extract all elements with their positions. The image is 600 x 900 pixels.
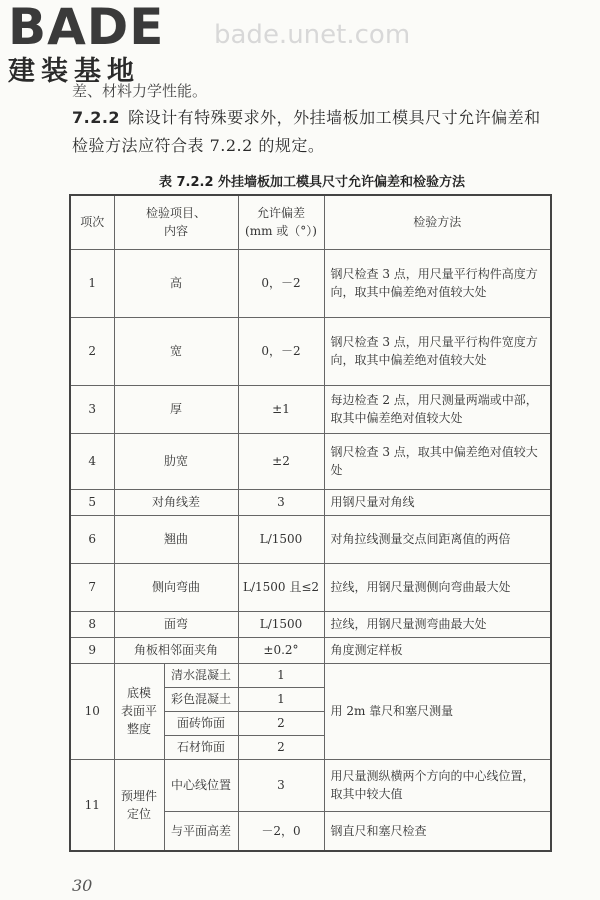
cell-no: 3 bbox=[70, 385, 114, 433]
cell-item: 对角线差 bbox=[114, 489, 238, 515]
header-no: 项次 bbox=[70, 195, 114, 249]
cell-method: 角度测定样板 bbox=[324, 637, 551, 663]
header-tolerance: 允许偏差 (mm 或（°）) bbox=[238, 195, 324, 249]
cell-item: 宽 bbox=[114, 317, 238, 385]
cell-tolerance: ±1 bbox=[238, 385, 324, 433]
cell-method: 对角拉线测量交点间距离值的两倍 bbox=[324, 515, 551, 563]
cell-method: 用尺量测纵横两个方向的中心线位置，取其中较大值 bbox=[324, 759, 551, 811]
logo-subtitle: 建装基地 bbox=[8, 56, 140, 87]
clause-paragraph bbox=[72, 104, 552, 160]
clause-text: 除设计有特殊要求外，外挂墙板加工模具尺寸允许偏差和检验方法应符合表 7.2.2 的规定。 bbox=[72, 108, 541, 155]
cell-tolerance: L/1500 且≤2 bbox=[238, 563, 324, 611]
cell-subitem: 清水混凝土 bbox=[164, 663, 238, 687]
table-row bbox=[70, 433, 551, 489]
header-method: 检验方法 bbox=[324, 195, 551, 249]
table-row bbox=[70, 563, 551, 611]
brand-logo bbox=[8, 2, 178, 88]
clause-number: 7.2.2 bbox=[72, 108, 121, 127]
cell-tolerance: 1 bbox=[238, 663, 324, 687]
table-row bbox=[70, 317, 551, 385]
cell-tolerance: ±0.2° bbox=[238, 637, 324, 663]
cell-no: 1 bbox=[70, 249, 114, 317]
cell-item: 高 bbox=[114, 249, 238, 317]
cell-tolerance: 3 bbox=[238, 759, 324, 811]
cell-tolerance: L/1500 bbox=[238, 515, 324, 563]
cell-tolerance: －2，0 bbox=[238, 811, 324, 851]
table-title: 表 7.2.2 外挂墙板加工模具尺寸允许偏差和检验方法 bbox=[158, 175, 466, 190]
cell-group: 预埋件 定位 bbox=[114, 759, 164, 851]
cell-method: 每边检查 2 点，用尺测量两端或中部，取其中偏差绝对值较大处 bbox=[324, 385, 551, 433]
cell-method: 钢直尺和塞尺检查 bbox=[324, 811, 551, 851]
table-row bbox=[70, 663, 551, 687]
cell-subitem: 石材饰面 bbox=[164, 735, 238, 759]
cell-method: 钢尺检查 3 点，用尺量平行构件宽度方向，取其中偏差绝对值较大处 bbox=[324, 317, 551, 385]
cell-tolerance: 1 bbox=[238, 687, 324, 711]
page-number: 30 bbox=[72, 876, 93, 895]
cell-no: 5 bbox=[70, 489, 114, 515]
cell-tolerance: 0，－2 bbox=[238, 249, 324, 317]
table-header-row bbox=[70, 195, 551, 249]
cell-subitem: 面砖饰面 bbox=[164, 711, 238, 735]
cell-no: 2 bbox=[70, 317, 114, 385]
table-row bbox=[70, 489, 551, 515]
header-item: 检验项目、 内容 bbox=[114, 195, 238, 249]
cell-subitem: 中心线位置 bbox=[164, 759, 238, 811]
cell-method: 拉线，用钢尺量测侧向弯曲最大处 bbox=[324, 563, 551, 611]
table-row bbox=[70, 249, 551, 317]
cell-method: 钢尺检查 3 点，用尺量平行构件高度方向，取其中偏差绝对值较大处 bbox=[324, 249, 551, 317]
cell-no: 9 bbox=[70, 637, 114, 663]
cell-no: 6 bbox=[70, 515, 114, 563]
cell-no: 8 bbox=[70, 611, 114, 637]
cell-tolerance: 2 bbox=[238, 711, 324, 735]
watermark: bade.unet.com bbox=[214, 20, 411, 50]
cell-tolerance: 0，－2 bbox=[238, 317, 324, 385]
cell-no: 7 bbox=[70, 563, 114, 611]
table-row bbox=[70, 385, 551, 433]
previous-clause-tail: 差、材料力学性能。 bbox=[72, 82, 208, 100]
cell-no: 4 bbox=[70, 433, 114, 489]
cell-item: 角板相邻面夹角 bbox=[114, 637, 238, 663]
cell-item: 面弯 bbox=[114, 611, 238, 637]
table-row bbox=[70, 759, 551, 811]
cell-method: 拉线，用钢尺量测弯曲最大处 bbox=[324, 611, 551, 637]
cell-tolerance: ±2 bbox=[238, 433, 324, 489]
table-row bbox=[70, 515, 551, 563]
logo-text: BADE bbox=[8, 0, 165, 56]
cell-method: 用 2m 靠尺和塞尺测量 bbox=[324, 663, 551, 759]
table-row bbox=[70, 611, 551, 637]
cell-tolerance: 2 bbox=[238, 735, 324, 759]
cell-subitem: 与平面高差 bbox=[164, 811, 238, 851]
table-row bbox=[70, 637, 551, 663]
cell-group: 底模 表面平 整度 bbox=[114, 663, 164, 759]
cell-item: 肋宽 bbox=[114, 433, 238, 489]
cell-no: 11 bbox=[70, 759, 114, 851]
cell-tolerance: 3 bbox=[238, 489, 324, 515]
cell-item: 侧向弯曲 bbox=[114, 563, 238, 611]
cell-tolerance: L/1500 bbox=[238, 611, 324, 637]
cell-subitem: 彩色混凝土 bbox=[164, 687, 238, 711]
cell-method: 钢尺检查 3 点，取其中偏差绝对值较大处 bbox=[324, 433, 551, 489]
cell-no: 10 bbox=[70, 663, 114, 759]
cell-method: 用钢尺量对角线 bbox=[324, 489, 551, 515]
cell-item: 翘曲 bbox=[114, 515, 238, 563]
cell-item: 厚 bbox=[114, 385, 238, 433]
tolerance-table bbox=[69, 194, 552, 852]
